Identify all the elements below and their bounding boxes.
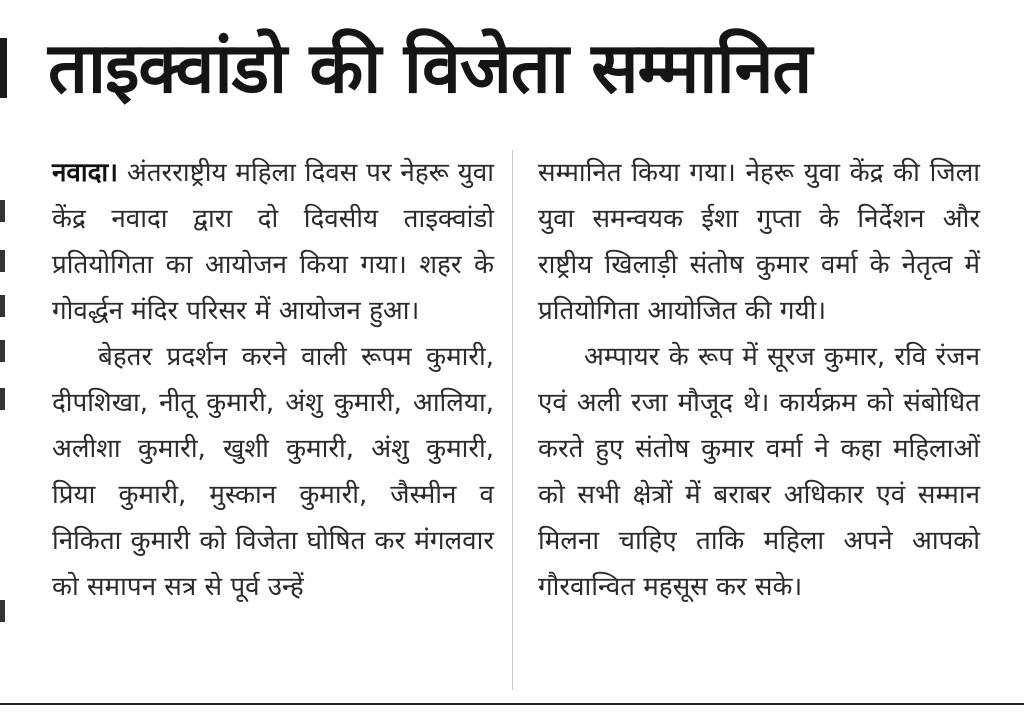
article-column-right (538, 150, 980, 610)
paragraph-1-text: अंतरराष्ट्रीय महिला दिवस पर नेहरू युवा केंद्र नवादा द्वारा दो दिवसीय ताइक्वांडो प्रतियोगिता का आयोजन किया गया। शहर के गोवर्द्धन मंदिर परिसर में आयोजन हुआ। (52, 158, 494, 326)
article-paragraph-4: अम्पायर के रूप में सूरज कुमार, रवि रंजन एवं अली रजा मौजूद थे। कार्यक्रम को संबोधित करते हुए संतोष कुमार वर्मा ने कहा महिलाओं को सभी क्षेत्रों में बराबर अधिकार एवं सम्मान मिलना चाहिए ताकि महिला अपने आपको गौरवान्वित महसूस कर सके। (538, 342, 980, 602)
dateline: नवादा। (52, 158, 119, 188)
edge-tick (0, 250, 5, 272)
edge-tick (0, 340, 5, 362)
article-paragraph-2: बेहतर प्रदर्शन करने वाली रूपम कुमारी, दीपशिखा, नीतू कुमारी, अंशु कुमारी, आलिया, अलीशा कुमारी, खुशी कुमारी, अंशु कुमारी, प्रिया कुमारी, मुस्कान कुमारी, जैस्मीन व निकिता कुमारी को विजेता घोषित कर मंगलवार को समापन सत्र से पूर्व उन्हें (52, 342, 494, 602)
edge-bar-decoration (0, 38, 7, 98)
article-paragraph-1 (52, 150, 494, 334)
edge-tick (0, 600, 5, 622)
bottom-rule (0, 703, 1024, 705)
edge-tick (0, 295, 5, 317)
article-column-left (52, 150, 494, 610)
edge-tick (0, 200, 5, 222)
article-paragraph-3: सम्मानित किया गया। नेहरू युवा केंद्र की जिला युवा समन्वयक ईशा गुप्ता के निर्देशन और राष्ट्रीय खिलाड़ी संतोष कुमार वर्मा के नेतृत्व में प्रतियोगिता आयोजित की गयी। (538, 158, 980, 326)
edge-tick (0, 388, 5, 410)
column-divider (512, 150, 513, 690)
article-headline: ताइक्वांडो की विजेता सम्मानित (48, 27, 812, 109)
